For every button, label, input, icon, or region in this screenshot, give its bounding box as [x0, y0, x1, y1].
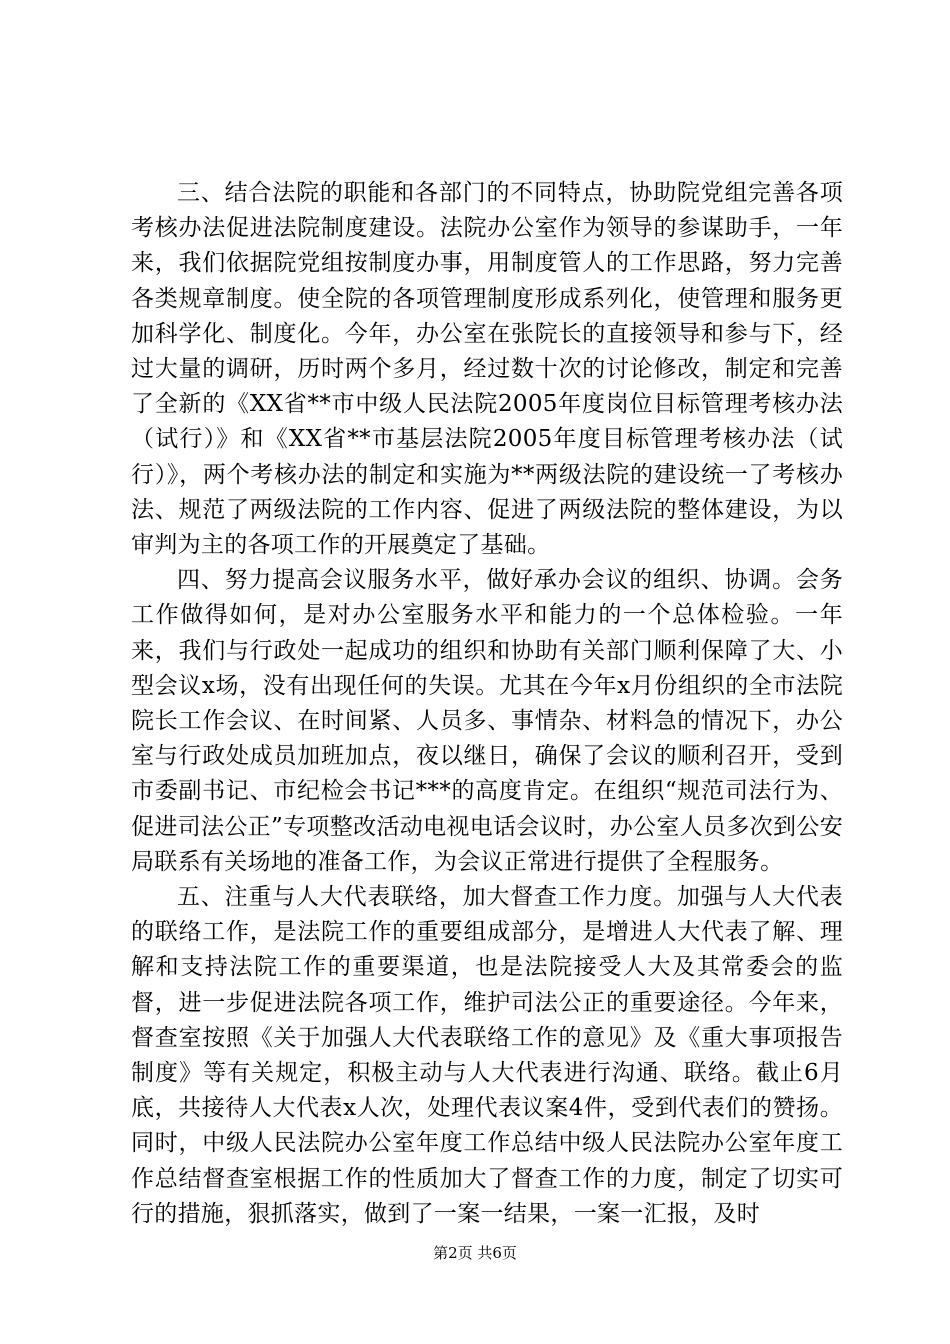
- page-number-footer: 第2页 共6页: [433, 1244, 517, 1262]
- paragraph-section-five: 五、注重与人大代表联络，加大督查工作力度。加强与人大代表的联络工作，是法院工作的重要组成部分，是增进人大代表了解、理解和支持法院工作的重要渠道，也是法院接受人大及其常委会的监督，进一步促进法院各项工作，维护司法公正的重要途径。今年来，督查室按照《关于加强人大代表联络工作的意见》及《重大事项报告制度》等有关规定，积极主动与人大代表进行沟通、联络。截止6月底，共接待人大代表x人次，处理代表议案4件，受到代表们的赞扬。同时，中级人民法院办公室年度工作总结中级人民法院办公室年度工作总结督查室根据工作的性质加大了督查工作的力度，制定了切实可行的措施，狠抓落实，做到了一案一结果，一案一汇报，及时: [131, 884, 843, 1227]
- document-body: [131, 176, 843, 1232]
- paragraph-section-three: 三、结合法院的职能和各部门的不同特点，协助院党组完善各项考核办法促进法院制度建设。法院办公室作为领导的参谋助手，一年来，我们依据院党组按制度办事，用制度管人的工作思路，努力完善各类规章制度。使全院的各项管理制度形成系列化，使管理和服务更加科学化、制度化。今年，办公室在张院长的直接领导和参与下，经过大量的调研，历时两个多月，经过数十次的讨论修改，制定和完善了全新的《XX省**市中级人民法院2005年度岗位目标管理考核办法（试行）》和《XX省**市基层法院2005年度目标管理考核办法（试行）》，两个考核办法的制定和实施为**两级法院的建设统一了考核办法、规范了两级法院的工作内容、促进了两级法院的整体建设，为以审判为主的各项工作的开展奠定了基础。: [131, 180, 843, 559]
- paragraph-section-four: 四、努力提高会议服务水平，做好承办会议的组织、协调。会务工作做得如何，是对办公室服务水平和能力的一个总体检验。一年来，我们与行政处一起成功的组织和协助有关部门顺利保障了大、小型会议x场，没有出现任何的失误。尤其在今年x月份组织的全市法院院长工作会议、在时间紧、人员多、事情杂、材料急的情况下，办公室与行政处成员加班加点，夜以继日，确保了会议的顺利召开，受到市委副书记、市纪检会书记***的高度肯定。在组织“规范司法行为、促进司法公正”专项整改活动电视电话会议时，办公室人员多次到公安局联系有关场地的准备工作，为会议正常进行提供了全程服务。: [131, 567, 843, 875]
